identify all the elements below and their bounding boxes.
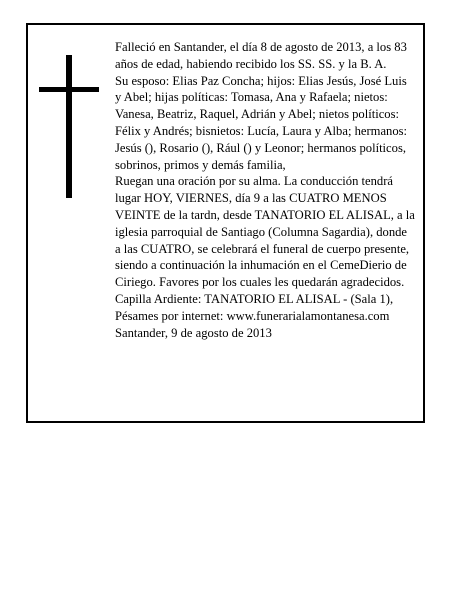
family-list: Su esposo: Elias Paz Concha; hijos: Elias Jesús, José Luis y Abel; hijas políticas: Tomasa, Ana y Rafaela; nietos: Vanesa, Beatriz, Raquel, Adrián y Abel; nietos políticos: Félix y Andrés; bisnietos: Lucía, Laura y Alba; hermanos: Jesús (), Rosario (), Rául () y Leonor; hermanos políticos, sobrinos, primos y demás familia,: [115, 73, 408, 172]
condolences-website: Pésames por internet: www.funerarialamontanesa.com: [115, 308, 390, 323]
funeral-details: Ruegan una oración por su alma. La conducción tendrá lugar HOY, VIERNES, día 9 a las CUATRO MENOS VEINTE de la tardn, desde TANATORIO EL ALISAL, a la iglesia parroquial de Santiago (Columna Sagardia), donde a las CUATRO, se celebrará el funeral de cuerpo presente, siendo a continuación la inhumación en el CemeDierio de Ciriego. Favores por los cuales les quedarán agradecidos. Capilla Ardiente: TANATORIO EL ALISAL - (Sala 1),: [115, 174, 415, 306]
latin-cross-icon: [39, 55, 99, 198]
death-announcement: Falleció en Santander, el día 8 de agosto de 2013, a los 83 años de edad, habiendo recibido los SS. SS. y la B. A.: [115, 40, 407, 71]
notice-text: [115, 39, 415, 341]
obituary-notice: [26, 23, 425, 423]
cross-vertical-bar: [66, 55, 72, 198]
notice-date: Santander, 9 de agosto de 2013: [115, 325, 272, 340]
cross-horizontal-bar: [39, 87, 99, 92]
